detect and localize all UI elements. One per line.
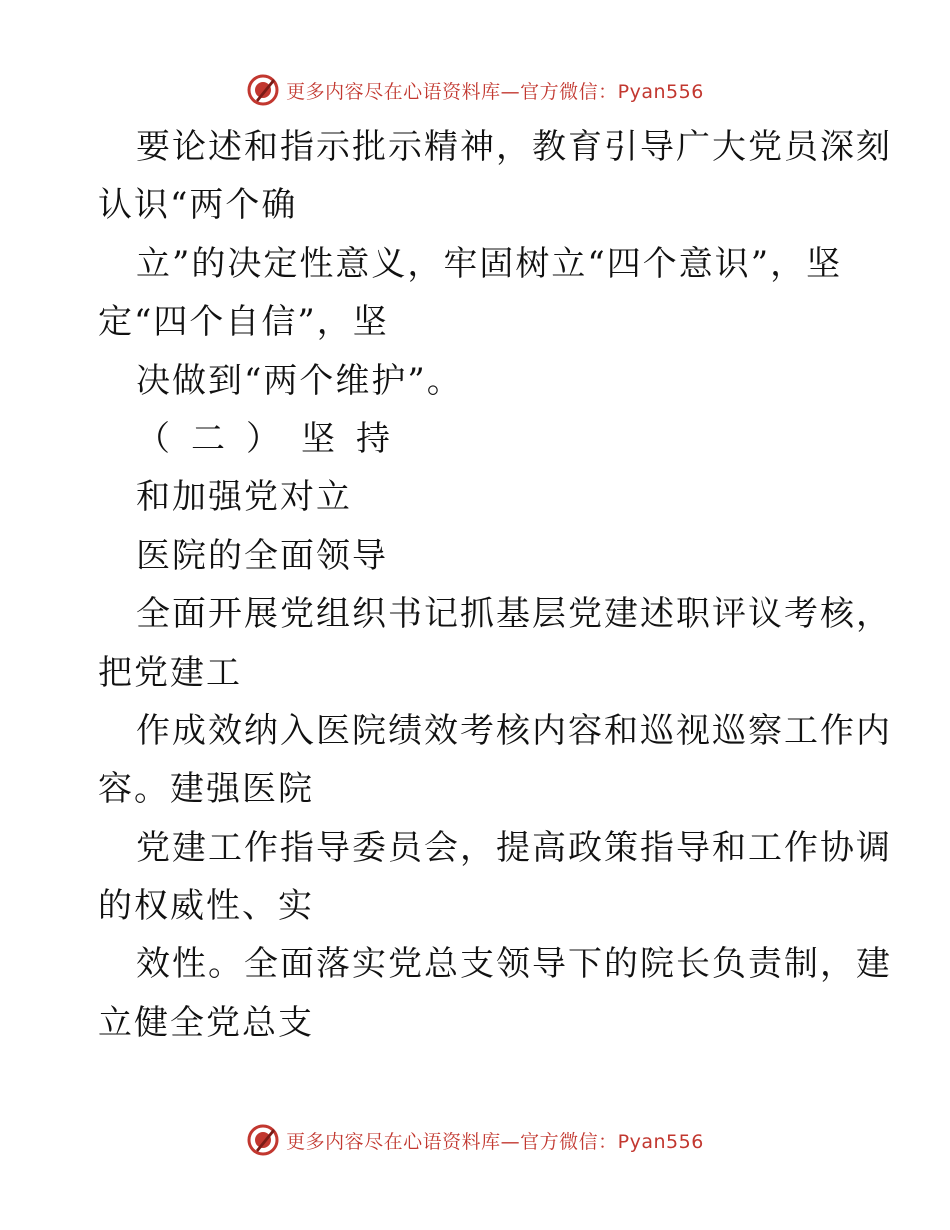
header-watermark: [0, 70, 950, 110]
body-line: 医院的全面领导: [136, 535, 388, 576]
body-line: 作成效纳入医院绩效考核内容和巡视巡察工作内: [136, 710, 892, 751]
body-line: 和加强党对立: [136, 477, 352, 518]
watermark-text: 更多内容尽在心语资料库—官方微信：Pyan556: [286, 1130, 704, 1153]
body-line: 把党建工: [98, 652, 242, 693]
body-line: 定“四个自信”，坚: [98, 302, 389, 343]
footer-watermark: [0, 1120, 950, 1160]
body-line: 全面开展党组织书记抓基层党建述职评议考核，: [136, 594, 892, 635]
body-line: 容。建强医院: [98, 769, 314, 810]
body-line: 要论述和指示批示精神，教育引导广大党员深刻: [136, 127, 892, 167]
body-line: 决做到“两个维护”。: [136, 360, 463, 401]
body-line: 立健全党总支: [98, 1002, 314, 1043]
section-heading: （二）坚持: [136, 418, 411, 459]
body-line: 认识“两个确: [98, 185, 298, 226]
body-line: 党建工作指导委员会，提高政策指导和工作协调: [136, 827, 892, 868]
pen-circle-icon: [246, 73, 280, 107]
watermark-text: 更多内容尽在心语资料库—官方微信：Pyan556: [286, 80, 704, 103]
pen-circle-icon: [246, 1123, 280, 1157]
body-line: 的权威性、实: [98, 886, 314, 927]
body-line: 立”的决定性意义，牢固树立“四个意识”，坚: [136, 243, 843, 284]
body-line: 效性。全面落实党总支领导下的院长负责制，建: [136, 944, 892, 985]
document-body: [98, 118, 892, 1052]
